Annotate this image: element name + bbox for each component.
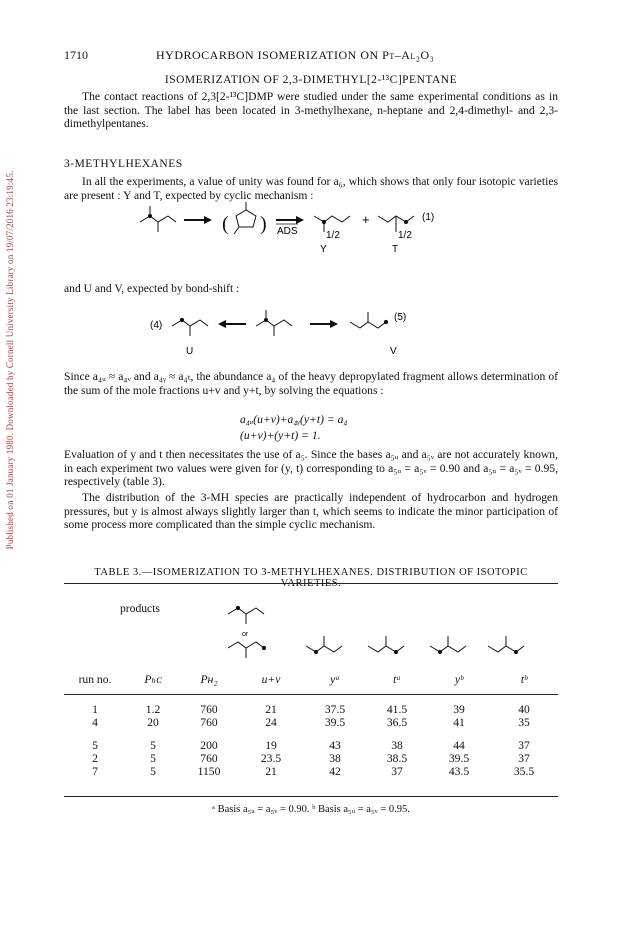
equation-1: a₄ᵤ(u+v)+a₄ᵧ(y+t) = a₄ [240,413,348,426]
svg-text:): ) [260,213,267,235]
table-footnote: ᵃ Basis a₅ᵤ = a₅ᵥ = 0.90. ᵇ Basis a₅ᵤ = a₅ᵥ = 0.95. [212,804,410,815]
journal-title: HYDROCARBON ISOMERIZATION ON Pt–Al₂O₃ [156,48,435,62]
ads-label: ADS [277,226,298,237]
label-y: Y [320,244,327,255]
label-v: V [390,346,397,357]
arrow-right-2-icon [310,320,338,328]
label-u: U [186,346,194,357]
structure-t-b [488,636,524,654]
structure-uv-top [228,606,264,624]
cyclic-scheme [140,210,480,270]
table-header-row [64,672,558,686]
table-row: 1 1.2 760 21 37.5 41.5 39 40 [92,703,530,716]
data-table [64,672,558,778]
equation-number-1: (1) [422,212,435,223]
table-bottom-rule [64,796,558,797]
col-phc: Pₕᴄ [144,673,162,686]
page-number: 1710 [64,48,88,62]
ads-arrow-icon [276,216,304,224]
col-tb: tᵇ [520,672,528,686]
download-stamp: Published on 01 January 1980. Downloaded by Cornell University Library on 19/07/2016 23:19:45. [5,170,15,550]
arrow-left-icon [218,320,246,328]
table-row: 4 20 760 24 39.5 36.5 41 35 [92,716,530,729]
products-label: products [120,602,160,615]
or-label: or [242,631,249,638]
equation-2: (u+v)+(y+t) = 1. [240,429,321,442]
table-top-rule [64,583,558,584]
section-title-dmp: ISOMERIZATION OF 2,3-DIMETHYL[2-¹³C]PENTANE [164,74,458,86]
paragraph-bond-shift: and U and V, expected by bond-shift : [64,282,240,295]
table-row: 5 5 200 19 43 38 44 37 [92,739,530,752]
structure-y-b [430,636,466,654]
equation-number-4: (4) [150,320,163,331]
svg-text:(: ( [222,213,229,235]
col-ya: yᵃ [330,672,340,686]
col-ta: tᵃ [393,672,401,686]
product-v-molecule [350,312,388,328]
structure-uv-bottom [228,642,266,658]
plus-sign: + [362,212,370,227]
table-row: 2 5 760 23.5 38 38.5 39.5 37 [92,752,530,765]
fraction-t: 1/2 [398,230,412,241]
structure-t-a [368,636,404,654]
paragraph-abundance: Since a₄ᵤ ≈ a₄ᵥ and a₄ᵧ ≈ a₄ₜ, the abundance a₄ of the heavy depropylated fragment allows determination of the sum of the mole fractions u+v and y+t, by solving the equations : [64,370,558,397]
product-u-molecule [172,318,208,336]
cyclopentane-intermediate [222,202,267,235]
col-yb: yᵇ [454,672,464,686]
table-structures [222,600,562,660]
table-caption: TABLE 3.—ISOMERIZATION TO 3-METHYLHEXANES. DISTRIBUTION OF ISOTOPIC VARIETIES. [94,567,528,589]
paragraph-distribution: The distribution of the 3-MH species are practically independent of hydrocarbon and hydrogen pressures, but y is almost always slightly larger than t, which seems to indicate the minor participation of some process more complicated than the simple cyclic mechanism. [64,491,558,532]
col-uv: u+v [261,672,281,686]
center-reactant-molecule [256,310,292,336]
reactant-molecule [140,206,176,232]
arrow-right-icon [184,216,212,224]
section-title-3mh: 3-METHYLHEXANES [64,158,183,170]
equation-number-5: (5) [394,312,407,323]
col-run: run no. [78,672,112,686]
fraction-y: 1/2 [326,230,340,241]
structure-y-a [306,636,342,654]
table-row: 7 5 1150 21 42 37 43.5 35.5 [92,765,535,778]
label-t: T [392,244,399,255]
paragraph-dmp: The contact reactions of 2,3[2-¹³C]DMP were studied under the same experimental conditions as in the last section. The label has been located in 3-methylhexane, n-heptane and 2,4-dimethyl- and 2,3-dimethylpentanes. [64,90,558,131]
col-ph2: Pʜ₂ [200,672,218,686]
running-header [64,48,558,63]
bond-shift-scheme [150,312,470,364]
paragraph-intro: In all the experiments, a value of unity was found for a₆, which shows that only four isotopic varieties are present : Y and T, expected by cyclic mechanism : [64,175,558,202]
paragraph-evaluation: Evaluation of y and t then necessitates the use of a₅. Since the bases a₅ᵤ and a₅ᵥ are not accurately known, in each experiment two values were given for (y, t) corresponding to a₅ᵤ = a₅ᵥ = 0.90 and a₅ᵤ = a₅ᵥ = 0.95, respectively (table 3). [64,448,558,489]
